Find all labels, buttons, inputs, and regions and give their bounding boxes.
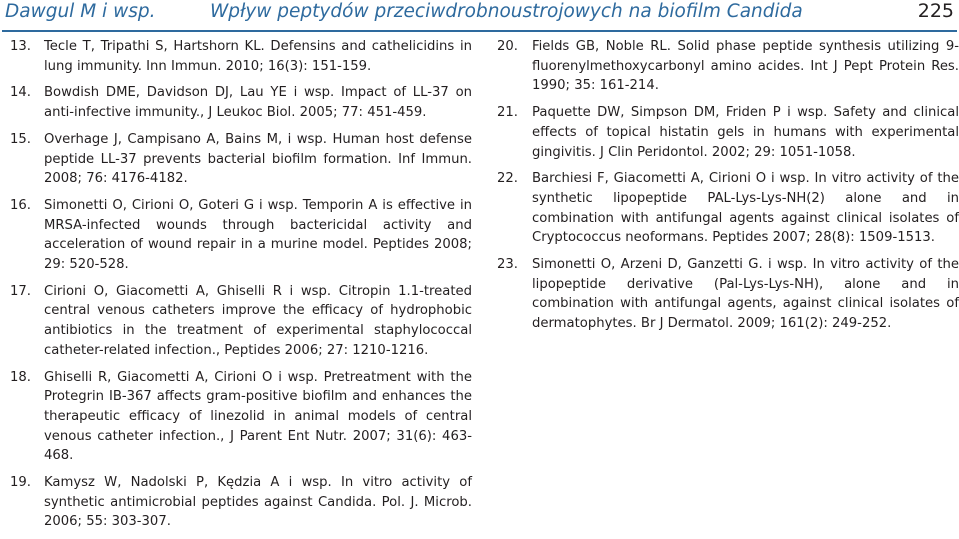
- reference-number: 15.: [10, 131, 31, 147]
- reference-number: 18.: [10, 369, 31, 385]
- reference-text: Fields GB, Noble RL. Solid phase peptide synthesis utilizing 9-fluorenylmethoxycarbonyl amino acides. Int J Pept Protein Res. 1990; 35: 161-214.: [532, 39, 959, 94]
- reference-number: 23.: [497, 257, 518, 273]
- reference-number: 17.: [10, 283, 31, 299]
- reference-item: [497, 103, 959, 162]
- reference-item: [10, 368, 472, 467]
- reference-item: [10, 473, 472, 532]
- reference-text: Simonetti O, Cirioni O, Goteri G i wsp. Temporin A is effective in MRSA-infected wounds through bactericidal activity and acceleration of wound repair in a murine model. Peptides 2008; 29: 520-528.: [44, 197, 472, 273]
- reference-text: Tecle T, Tripathi S, Hartshorn KL. Defensins and cathelicidins in lung immunity. Inn Immun. 2010; 16(3): 151-159.: [44, 39, 472, 74]
- page-number: 225: [917, 0, 954, 22]
- reference-number: 13.: [10, 39, 31, 54]
- header-rule: [2, 30, 957, 32]
- references-left-column: [10, 37, 472, 539]
- reference-number: 19.: [10, 475, 31, 491]
- reference-text: Cirioni O, Giacometti A, Ghiselli R i wsp. Citropin 1.1-treated central venous catheters improve the efficacy of hydrophobic antibiotics in the treatment of experimental staphylococcal catheter-related infection., Peptides 2006; 27: 1210-1216.: [44, 283, 472, 358]
- reference-text: Paquette DW, Simpson DM, Friden P i wsp. Safety and clinical effects of topical histatin gels in humans with experimental gingivitis. J Clin Peridontol. 2002; 29: 1051-1058.: [532, 105, 959, 160]
- header-title: Wpływ peptydów przeciwdrobnoustrojowych na biofilm Candida: [210, 1, 803, 22]
- reference-text: Bowdish DME, Davidson DJ, Lau YE i wsp. Impact of LL-37 on anti-infective immunity., J Leukoc Biol. 2005; 77: 451-459.: [44, 85, 472, 121]
- reference-number: 21.: [497, 105, 518, 121]
- reference-number: 16.: [10, 197, 31, 213]
- reference-text: Barchiesi F, Giacometti A, Cirioni O i wsp. In vitro activity of the synthetic lipopeptide PAL-Lys-Lys-NH(2) alone and in combination with antifungal agents against clinical isolates of Cryptococcus neoformans. Peptides 2007; 28(8): 1509-1513.: [532, 171, 959, 246]
- reference-text: Overhage J, Campisano A, Bains M, i wsp. Human host defense peptide LL-37 prevents bacterial biofilm formation. Inf Immun. 2008; 76: 4176-4182.: [44, 131, 472, 187]
- reference-item: [10, 83, 472, 122]
- reference-text: Ghiselli R, Giacometti A, Cirioni O i wsp. Pretreatment with the Protegrin IB-367 affects gram-positive biofilm and enhances the therapeutic efficacy of linezolid in animal models of central venous catheter infection., J Parent Ent Nutr. 2007; 31(6): 463-468.: [44, 369, 472, 464]
- references-right-column: [497, 37, 959, 341]
- reference-item: [10, 37, 472, 76]
- reference-text: Simonetti O, Arzeni D, Ganzetti G. i wsp. In vitro activity of the lipopeptide derivative (Pal-Lys-Lys-NH), alone and in combination with antifungal agents, against clinical isolates of dermatophytes. Br J Dermatol. 2009; 161(2): 249-252.: [532, 257, 959, 332]
- reference-text: Kamysz W, Nadolski P, Kędzia A i wsp. In vitro activity of synthetic antimicrobial peptides against Candida. Pol. J. Microb. 2006; 55: 303-307.: [44, 475, 472, 530]
- reference-number: 14.: [10, 85, 31, 101]
- reference-number: 22.: [497, 171, 518, 187]
- reference-item: [497, 37, 959, 96]
- reference-number: 20.: [497, 39, 518, 54]
- reference-item: [10, 196, 472, 275]
- running-header: [0, 0, 959, 28]
- header-authors: Dawgul M i wsp.: [5, 1, 156, 22]
- reference-item: [10, 130, 472, 189]
- reference-item: [10, 282, 472, 361]
- reference-item: [497, 255, 959, 334]
- reference-item: [497, 169, 959, 248]
